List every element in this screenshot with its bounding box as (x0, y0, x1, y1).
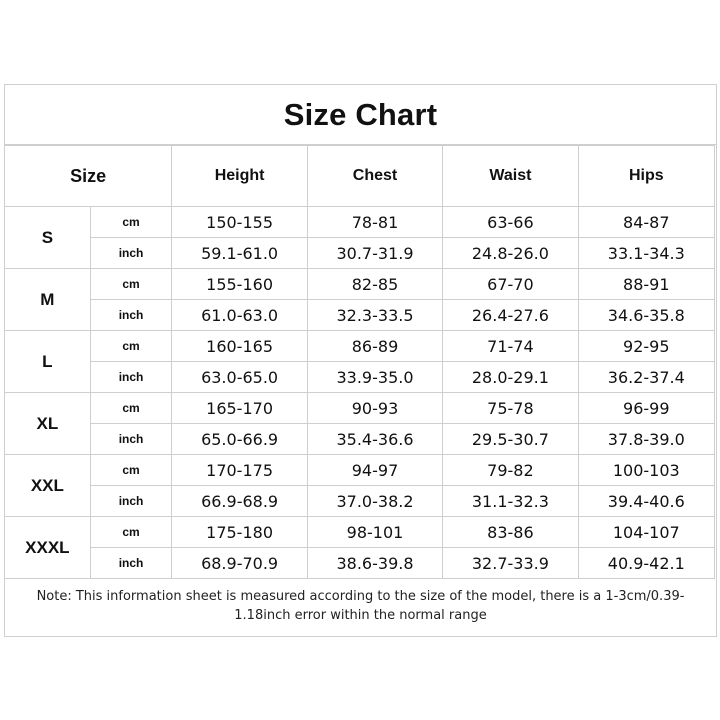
height-value: 175-180 (172, 517, 307, 548)
height-value: 61.0-63.0 (172, 300, 307, 331)
measurement-note: Note: This information sheet is measured according to the size of the model, there is a 1-3cm/0.39-1.18inch error within the normal range (36, 589, 685, 623)
chest-value: 35.4-36.6 (307, 424, 442, 455)
size-label: L (5, 331, 91, 393)
waist-value: 71-74 (443, 331, 578, 362)
chest-value: 82-85 (307, 269, 442, 300)
height-value: 160-165 (172, 331, 307, 362)
waist-value: 26.4-27.6 (443, 300, 578, 331)
size-row-cm (5, 207, 715, 238)
header-row (5, 146, 715, 207)
height-value: 66.9-68.9 (172, 486, 307, 517)
size-row-cm (5, 269, 715, 300)
size-label: S (5, 207, 91, 269)
waist-value: 24.8-26.0 (443, 238, 578, 269)
unit-label: inch (90, 424, 172, 455)
chest-value: 32.3-33.5 (307, 300, 442, 331)
chest-value: 30.7-31.9 (307, 238, 442, 269)
height-value: 155-160 (172, 269, 307, 300)
chest-value: 33.9-35.0 (307, 362, 442, 393)
waist-value: 75-78 (443, 393, 578, 424)
hips-value: 33.1-34.3 (578, 238, 714, 269)
size-row-inch (5, 362, 715, 393)
unit-label: cm (90, 269, 172, 300)
height-value: 59.1-61.0 (172, 238, 307, 269)
size-row-cm (5, 517, 715, 548)
height-value: 63.0-65.0 (172, 362, 307, 393)
size-row-cm (5, 455, 715, 486)
waist-value: 29.5-30.7 (443, 424, 578, 455)
unit-label: cm (90, 455, 172, 486)
unit-label: inch (90, 238, 172, 269)
size-row-inch (5, 300, 715, 331)
hips-value: 88-91 (578, 269, 714, 300)
size-table (4, 145, 715, 579)
height-value: 170-175 (172, 455, 307, 486)
unit-label: cm (90, 393, 172, 424)
hips-value: 40.9-42.1 (578, 548, 714, 579)
chest-value: 94-97 (307, 455, 442, 486)
hips-value: 34.6-35.8 (578, 300, 714, 331)
size-row-inch (5, 486, 715, 517)
size-chart-sheet (4, 84, 717, 637)
unit-label: cm (90, 331, 172, 362)
waist-value: 63-66 (443, 207, 578, 238)
size-label: M (5, 269, 91, 331)
unit-label: cm (90, 207, 172, 238)
header-height: Height (172, 146, 307, 207)
waist-value: 83-86 (443, 517, 578, 548)
chest-value: 98-101 (307, 517, 442, 548)
header-hips: Hips (578, 146, 714, 207)
hips-value: 84-87 (578, 207, 714, 238)
header-size: Size (5, 146, 172, 207)
waist-value: 31.1-32.3 (443, 486, 578, 517)
hips-value: 100-103 (578, 455, 714, 486)
unit-label: inch (90, 548, 172, 579)
size-row-cm (5, 331, 715, 362)
unit-label: inch (90, 300, 172, 331)
hips-value: 92-95 (578, 331, 714, 362)
size-label: XL (5, 393, 91, 455)
height-value: 165-170 (172, 393, 307, 424)
size-label: XXXL (5, 517, 91, 579)
size-row-inch (5, 238, 715, 269)
height-value: 65.0-66.9 (172, 424, 307, 455)
hips-value: 39.4-40.6 (578, 486, 714, 517)
hips-value: 36.2-37.4 (578, 362, 714, 393)
chest-value: 37.0-38.2 (307, 486, 442, 517)
waist-value: 79-82 (443, 455, 578, 486)
chest-value: 90-93 (307, 393, 442, 424)
size-row-cm (5, 393, 715, 424)
hips-value: 104-107 (578, 517, 714, 548)
height-value: 68.9-70.9 (172, 548, 307, 579)
header-chest: Chest (307, 146, 442, 207)
hips-value: 37.8-39.0 (578, 424, 714, 455)
chest-value: 38.6-39.8 (307, 548, 442, 579)
unit-label: inch (90, 486, 172, 517)
hips-value: 96-99 (578, 393, 714, 424)
height-value: 150-155 (172, 207, 307, 238)
chest-value: 86-89 (307, 331, 442, 362)
header-waist: Waist (443, 146, 578, 207)
waist-value: 28.0-29.1 (443, 362, 578, 393)
chart-title: Size Chart (5, 85, 716, 145)
size-row-inch (5, 548, 715, 579)
size-label: XXL (5, 455, 91, 517)
chest-value: 78-81 (307, 207, 442, 238)
unit-label: cm (90, 517, 172, 548)
waist-value: 67-70 (443, 269, 578, 300)
waist-value: 32.7-33.9 (443, 548, 578, 579)
unit-label: inch (90, 362, 172, 393)
size-row-inch (5, 424, 715, 455)
